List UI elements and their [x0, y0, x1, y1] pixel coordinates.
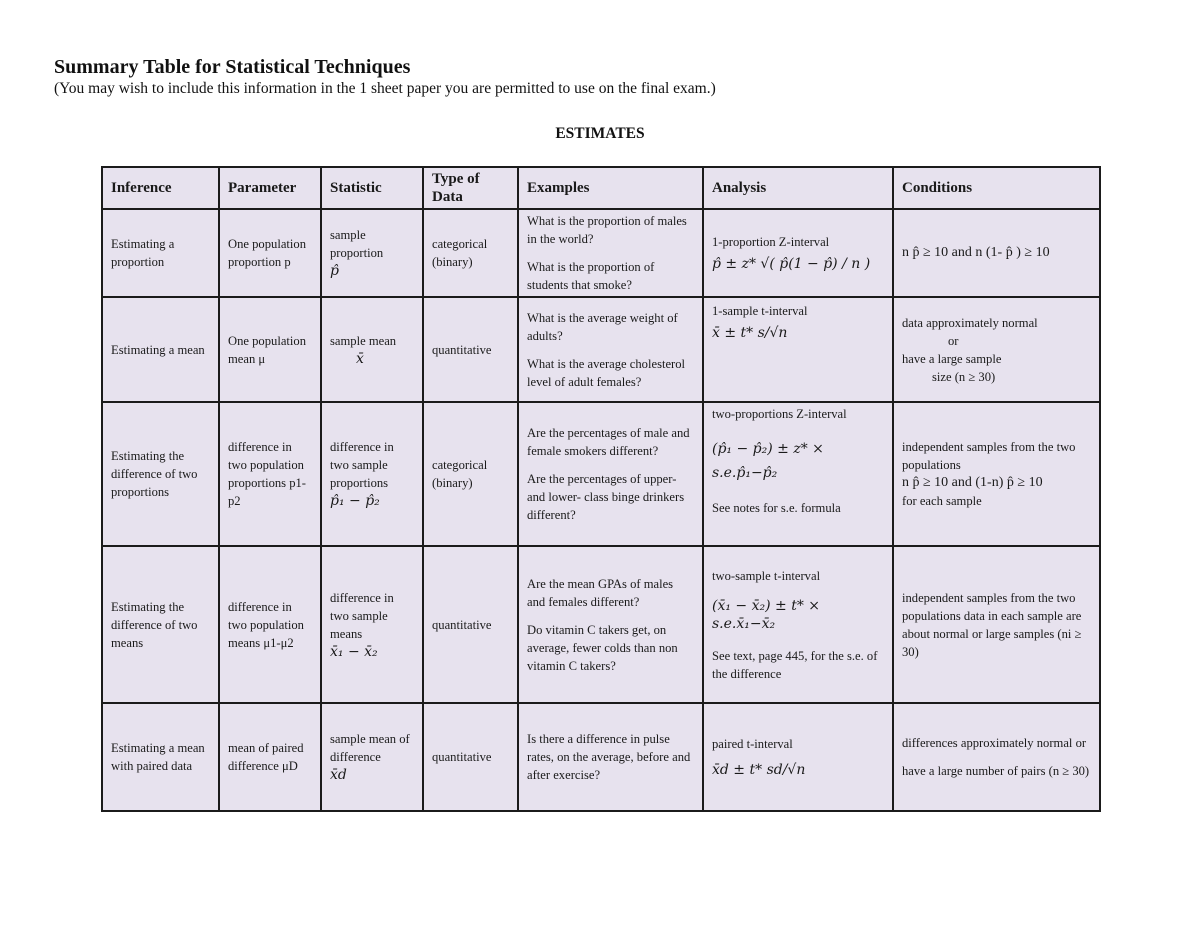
inference-cell: Estimating the difference of two means [102, 546, 219, 703]
condition-text: data approximately normal [902, 315, 1038, 330]
statistic-cell [321, 546, 423, 703]
data-type-cell: quantitative [423, 703, 518, 811]
statistic-label: sample mean [330, 333, 397, 348]
condition-text: n p̂ ≥ 10 and n (1- p̂ ) ≥ 10 [902, 245, 1050, 260]
example-text: Are the percentages of upper- and lower- class binge drinkers different? [527, 472, 685, 522]
page-title: Summary Table for Statistical Techniques [54, 56, 411, 78]
header-row [102, 167, 1100, 209]
conditions-cell [893, 703, 1100, 811]
condition-text: for each sample [902, 494, 982, 508]
statistic-symbol: x̄d [330, 767, 347, 783]
statistic-label: difference in two sample means [330, 590, 394, 641]
inference-cell: Estimating a proportion [102, 209, 219, 297]
examples-cell [518, 297, 703, 402]
condition-text: independent samples from the two populations data in each sample are about normal or large samples (ni ≥ 30) [902, 590, 1082, 659]
analysis-cell [703, 402, 893, 546]
analysis-formula: x̄d ± t* sd/√n [712, 762, 806, 778]
analysis-title: 1-proportion Z-interval [712, 235, 830, 249]
column-header-parameter: Parameter [219, 167, 321, 209]
column-header-analysis: Analysis [703, 167, 893, 209]
column-header-inference: Inference [102, 167, 219, 209]
analysis-formula: (p̂₁ − p̂₂) ± z* × s.e.p̂₁−p̂₂ [712, 441, 824, 481]
parameter-cell: difference in two population proportions p1-p2 [219, 402, 321, 546]
statistic-cell [321, 402, 423, 546]
example-text: What is the proportion of males in the world? [527, 214, 687, 246]
example-text: What is the average weight of adults? [527, 310, 678, 343]
analysis-title: two-sample t-interval [712, 568, 821, 583]
inference-cell: Estimating a mean [102, 297, 219, 402]
data-type-cell: categorical (binary) [423, 402, 518, 546]
inference-cell: Estimating a mean with paired data [102, 703, 219, 811]
statistic-label: sample mean of difference [330, 732, 410, 764]
parameter-cell: difference in two population means μ1-μ2 [219, 546, 321, 703]
condition-text: differences approximately normal or [902, 736, 1087, 750]
parameter-cell: One population proportion p [219, 209, 321, 297]
analysis-formula: p̂ ± z* √( p̂(1 − p̂) / n ) [712, 256, 871, 272]
statistic-cell [321, 703, 423, 811]
conditions-cell [893, 402, 1100, 546]
condition-text: independent samples from the two populations [902, 440, 1076, 472]
condition-text: or [948, 333, 959, 348]
summary-table [101, 166, 1101, 812]
data-type-cell: categorical (binary) [423, 209, 518, 297]
column-header-statistic: Statistic [321, 167, 423, 209]
column-header-examples: Examples [518, 167, 703, 209]
analysis-title: two-proportions Z-interval [712, 407, 847, 421]
statistic-cell [321, 209, 423, 297]
analysis-cell [703, 297, 893, 402]
condition-text: n p̂ ≥ 10 and (1-n) p̂ ≥ 10 [902, 475, 1043, 490]
statistic-symbol: p̂₁ − p̂₂ [330, 493, 380, 509]
example-text: Do vitamin C takers get, on average, fewer colds than non vitamin C takers? [527, 622, 678, 673]
analysis-cell [703, 546, 893, 703]
column-header-type-of-data: Type of Data [423, 167, 518, 209]
statistic-cell [321, 297, 423, 402]
condition-text: size (n ≥ 30) [932, 369, 996, 384]
examples-cell [518, 209, 703, 297]
statistic-label: sample proportion [330, 228, 384, 260]
statistic-label: difference in two sample proportions [330, 440, 394, 490]
analysis-cell [703, 209, 893, 297]
section-heading: ESTIMATES [555, 125, 645, 142]
table-row [102, 297, 1100, 402]
table-row [102, 546, 1100, 703]
examples-cell [518, 402, 703, 546]
statistic-symbol: p̂ [330, 263, 339, 279]
parameter-cell: One population mean μ [219, 297, 321, 402]
statistic-symbol: x̄₁ − x̄₂ [330, 643, 378, 660]
table-row [102, 703, 1100, 811]
parameter-cell: mean of paired difference μD [219, 703, 321, 811]
examples-cell [518, 546, 703, 703]
conditions-cell [893, 546, 1100, 703]
page-subtitle: (You may wish to include this information in the 1 sheet paper you are permitted to use on the final exam.) [54, 80, 716, 97]
conditions-cell [893, 297, 1100, 402]
analysis-title: 1-sample t-interval [712, 304, 808, 318]
statistic-symbol: x̄ [356, 350, 364, 367]
analysis-title: paired t-interval [712, 737, 793, 751]
table-row [102, 209, 1100, 297]
condition-text: have a large sample [902, 351, 1002, 366]
analysis-note: See notes for s.e. formula [712, 501, 841, 515]
column-header-conditions: Conditions [893, 167, 1100, 209]
analysis-note: See text, page 445, for the s.e. of the difference [712, 648, 878, 681]
table-row [102, 402, 1100, 546]
analysis-formula: x̄ ± t* s/√n [712, 325, 788, 341]
data-type-cell: quantitative [423, 546, 518, 703]
example-text: Are the percentages of male and female smokers different? [527, 426, 690, 458]
example-text: Is there a difference in pulse rates, on the average, before and after exercise? [527, 732, 691, 782]
data-type-cell: quantitative [423, 297, 518, 402]
example-text: Are the mean GPAs of males and females different? [527, 576, 674, 609]
analysis-formula: (x̄₁ − x̄₂) ± t* × s.e.x̄₁−x̄₂ [712, 597, 821, 632]
examples-cell [518, 703, 703, 811]
example-text: What is the proportion of students that smoke? [527, 260, 655, 292]
inference-cell: Estimating the difference of two proportions [102, 402, 219, 546]
conditions-cell [893, 209, 1100, 297]
condition-text: have a large number of pairs (n ≥ 30) [902, 764, 1090, 778]
analysis-cell [703, 703, 893, 811]
example-text: What is the average cholesterol level of adult females? [527, 356, 686, 389]
